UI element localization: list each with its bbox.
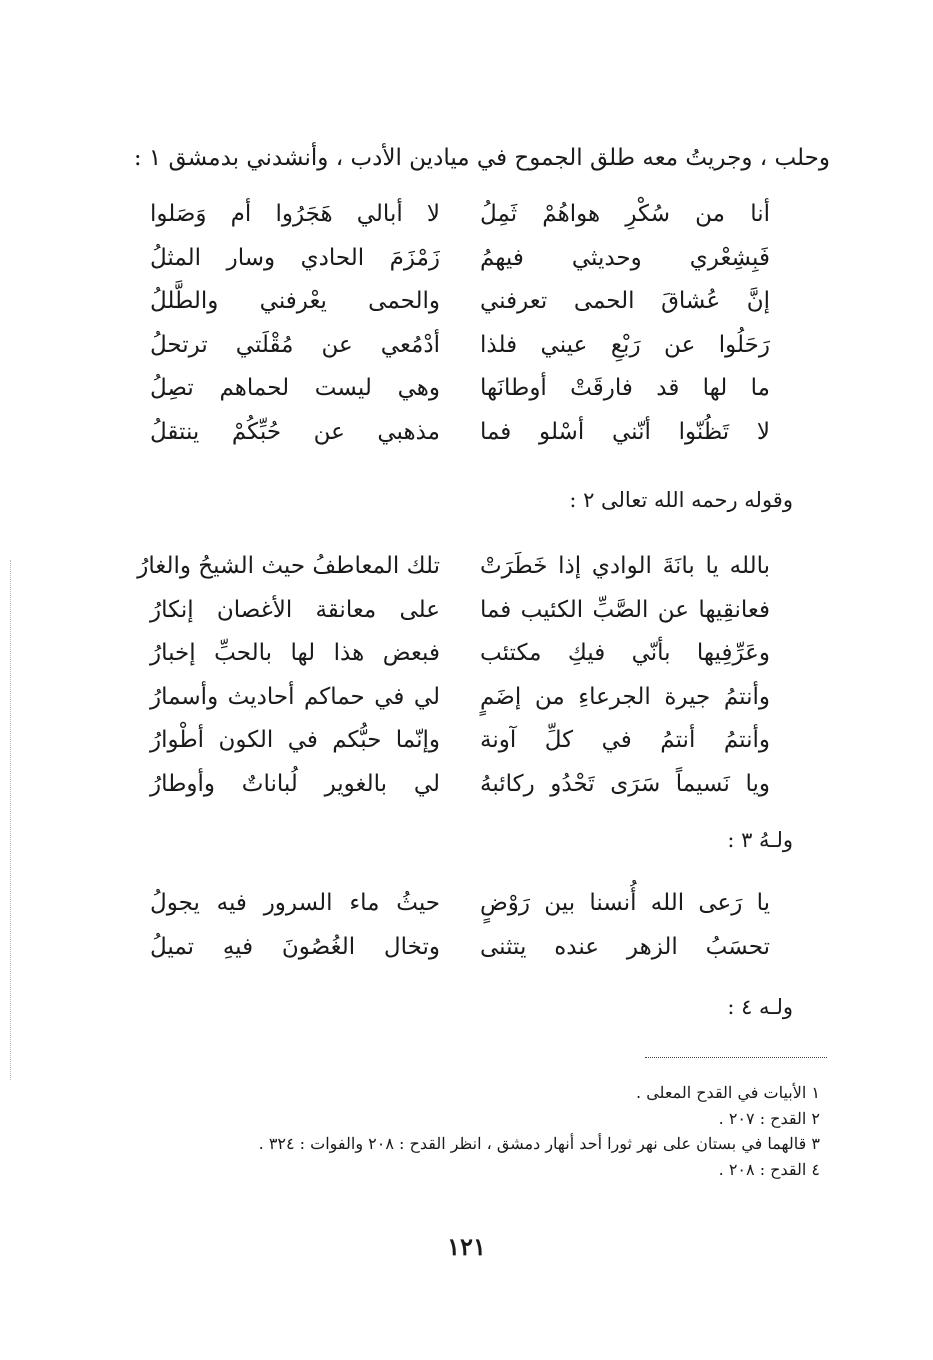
- verse: [150, 926, 770, 970]
- verse: [150, 193, 770, 237]
- poem-3: [150, 882, 770, 969]
- verse-second-hemistich: زَمْزَمَ الحادي وسار المثلُ: [150, 244, 440, 271]
- footnote-separator: [645, 1057, 827, 1058]
- verse: [150, 589, 770, 633]
- verse: [137, 545, 770, 589]
- intro-line: وحلب ، وجريتُ معه طلق الجموح في ميادين الأدب ، وأنشدني بدمشق ١ :: [133, 145, 830, 171]
- footnote: ٢ القدح : ٢٠٧ .: [718, 1108, 820, 1128]
- verse-first-hemistich: يا رَعى الله أُنسنا بين رَوْضٍ: [480, 890, 770, 916]
- verse-first-hemistich: ويا نَسيماً سَرَى تَحْدُو ركائبهُ: [480, 770, 770, 797]
- verse-first-hemistich: إنَّ عُشاقَ الحمى تعرفني: [480, 288, 770, 314]
- verse-first-hemistich: رَحَلُوا عن رَبْعِ عيني فلذا: [480, 331, 770, 358]
- verse: [150, 719, 770, 763]
- section-heading: وقوله رحمه الله تعالى ٢ :: [569, 488, 793, 512]
- poem-1: [150, 193, 770, 454]
- verse-second-hemistich: حيثُ ماء السرور فيه يجولُ: [150, 890, 440, 916]
- verse-first-hemistich: ما لها قد فارقَتْ أوطانَها: [480, 375, 770, 401]
- footnote: ٤ القدح : ٢٠٨ .: [718, 1159, 820, 1179]
- footnotes: [160, 1080, 820, 1182]
- verse-second-hemistich: وهي ليست لحماهم تصِلُ: [150, 375, 440, 401]
- verse-second-hemistich: على معانقة الأغصان إنكارُ: [150, 596, 440, 623]
- verse-second-hemistich: مذهبي عن حُبِّكُمْ ينتقلُ: [150, 418, 440, 445]
- verse: [150, 411, 770, 455]
- verse-first-hemistich: وأنتمُ جيرة الجرعاءِ من إضَمٍ: [480, 683, 770, 710]
- verse-second-hemistich: وتخال الغُصُونَ فيهِ تميلُ: [150, 933, 440, 960]
- verse-second-hemistich: لي في حماكم أحاديث وأسمارُ: [150, 683, 440, 710]
- verse-second-hemistich: لي بالغوير لُباناتٌ وأوطارُ: [150, 770, 440, 797]
- verse-first-hemistich: فعانقِيها عن الصَّبِّ الكئيب فما: [480, 596, 770, 623]
- footnote: ٣ قالهما في بستان على نهر ثورا أحد أنهار دمشق ، انظر القدح : ٢٠٨ والفوات : ٣٢٤ .: [258, 1134, 820, 1153]
- verse: [150, 676, 770, 720]
- verse-second-hemistich: والحمى يعْرفني والطَّللُ: [150, 288, 440, 314]
- footnote: ١ الأبيات في القدح المعلى .: [636, 1083, 820, 1102]
- verse: [150, 280, 770, 324]
- verse-first-hemistich: بالله يا بانَةَ الوادي إذا خَطَرَتْ: [480, 553, 770, 579]
- verse: [150, 367, 770, 411]
- poem-2: [137, 545, 770, 806]
- verse-first-hemistich: وعَرِّفِيها بأنّي فيكِ مكتئب: [480, 640, 770, 666]
- verse: [150, 763, 770, 807]
- verse-first-hemistich: تحسَبُ الزهر عنده يتثنى: [480, 933, 770, 960]
- verse-first-hemistich: وأنتمُ أنتمُ في كلِّ آونة: [480, 727, 770, 753]
- verse: [150, 632, 770, 676]
- verse-second-hemistich: لا أبالي هَجَرُوا أم وَصَلوا: [150, 201, 440, 227]
- verse: [150, 237, 770, 281]
- verse-second-hemistich: تلك المعاطفُ حيث الشيحُ والغارُ: [137, 553, 440, 579]
- verse-first-hemistich: أنا من سُكْرِ هواهُمْ ثَمِلُ: [480, 201, 770, 227]
- section-heading: ولـه ٤ :: [727, 995, 793, 1019]
- scan-edge-marks: [10, 560, 13, 1080]
- page-number: ١٢١: [447, 1232, 486, 1261]
- verse-first-hemistich: فَبِشِعْري وحديثي فيهمُ: [480, 244, 770, 271]
- verse: [150, 882, 770, 926]
- verse-first-hemistich: لا تَظُنّوا أنّني أسْلو فما: [480, 418, 770, 445]
- verse-second-hemistich: فبعض هذا لها بالحبِّ إخبارُ: [150, 640, 440, 666]
- verse: [150, 324, 770, 368]
- verse-second-hemistich: وإنّما حبُّكم في الكون أطْوارُ: [150, 727, 440, 753]
- verse-second-hemistich: أدْمُعي عن مُقْلَتي ترتحلُ: [150, 331, 440, 358]
- section-heading: ولـهُ ٣ :: [727, 828, 793, 852]
